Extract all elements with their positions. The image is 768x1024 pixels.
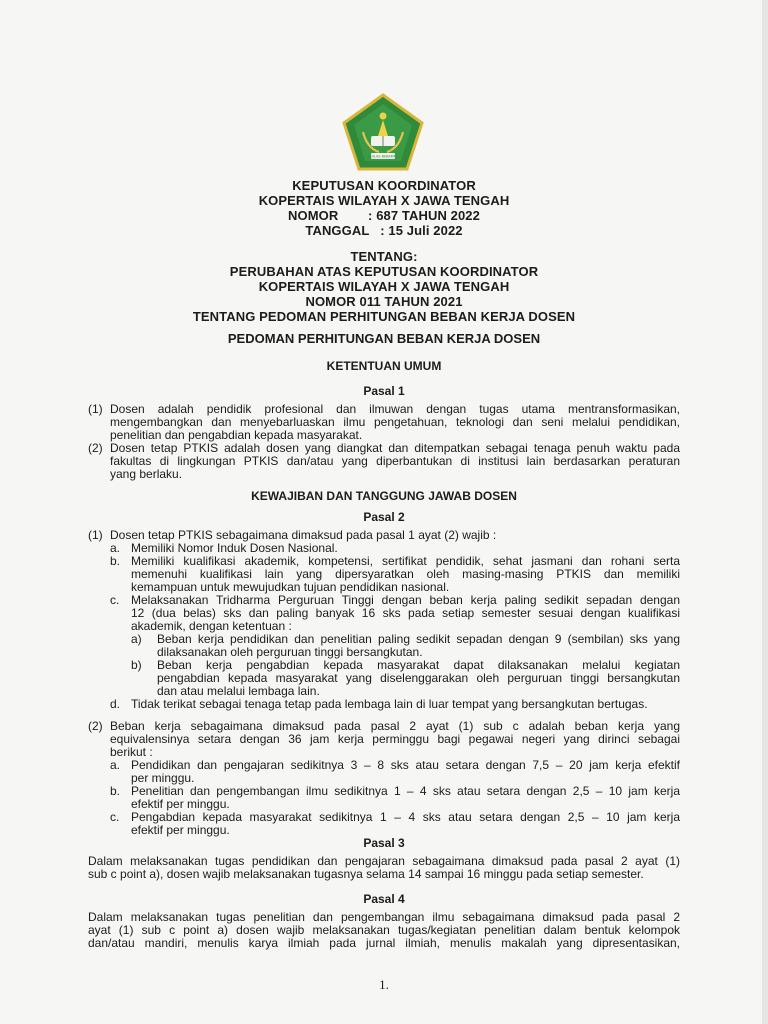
paragraph-line: Beban kerja sebagaimana dimaksud pada pasal 2 ayat (1) sub c adalah beban kerja yang — [110, 719, 680, 733]
logo-motto-text: IKHLAS BERAMAL — [368, 154, 398, 159]
paragraph-line: dan/atau mandiri, menulis karya ilmiah pada jurnal ilmiah, menulis makalah yang dipresentasikan, — [88, 936, 680, 950]
page-edge-shadow — [762, 0, 768, 1024]
paragraph-line: Dosen tetap PTKIS adalah dosen yang diangkat dan ditempatkan sebagai tenaga penuh waktu pada — [110, 441, 680, 455]
subject-line: TENTANG PEDOMAN PERHITUNGAN BEBAN KERJA DOSEN — [192, 309, 576, 324]
sub-sub-item-marker: a) — [131, 632, 142, 646]
document-title: PEDOMAN PERHITUNGAN BEBAN KERJA DOSEN — [227, 331, 541, 346]
header-line: KOPERTAIS WILAYAH X JAWA TENGAH — [258, 193, 510, 208]
header-line: KEPUTUSAN KOORDINATOR — [292, 178, 476, 193]
paragraph-line: Tidak terikat sebagai tenaga tetap pada lembaga lain di luar tempat yang bersangkutan bertugas. — [131, 697, 648, 711]
subject-line: PERUBAHAN ATAS KEPUTUSAN KOORDINATOR — [229, 264, 539, 279]
sub-item-marker: c. — [110, 810, 120, 824]
sub-item-marker: b. — [110, 554, 121, 568]
paragraph-line: ayat (1) sub c point a) dosen wajib melaksanakan tugas/kegiatan penelitian dalam bentuk kelompok — [88, 923, 680, 937]
paragraph-line: dilaksanakan oleh perguruan tinggi bersangkutan. — [157, 645, 423, 659]
pasal-1-heading: Pasal 1 — [363, 384, 405, 398]
decree-header — [0, 178, 768, 238]
paragraph-line: berikut : — [110, 745, 153, 759]
paragraph-line: yang berlaku. — [110, 467, 183, 481]
header-line: TANGGAL : 15 Juli 2022 — [305, 223, 463, 238]
paragraph-line: akademik, dengan ketentuan : — [131, 619, 292, 633]
paragraph-line: Beban kerja pengabdian kepada masyarakat dapat dilaksanakan melalui kegiatan — [157, 658, 680, 672]
subject-line: TENTANG: — [350, 249, 418, 264]
sub-item-marker: a. — [110, 758, 121, 772]
item-marker: (1) — [88, 402, 103, 416]
sub-sub-item-marker: b) — [131, 658, 142, 672]
paragraph-line: per minggu. — [131, 771, 195, 785]
paragraph-line: Penelitian dan pengembangan ilmu sedikitnya 1 – 4 sks atau setara dengan 2,5 – 10 jam kerja — [131, 784, 680, 798]
header-line: NOMOR : 687 TAHUN 2022 — [288, 208, 480, 223]
section-heading-kewajiban: KEWAJIBAN DAN TANGGUNG JAWAB DOSEN — [251, 489, 517, 503]
paragraph-line: pengabdian kepada masyarakat yang diselenggarakan oleh perguruan tinggi bersangkutan — [157, 671, 680, 685]
subject-line: NOMOR 011 TAHUN 2021 — [305, 294, 463, 309]
pasal-4-heading: Pasal 4 — [363, 892, 405, 906]
section-heading-ketentuan-umum: KETENTUAN UMUM — [326, 359, 442, 373]
paragraph-line: penelitian dan pengabdian kepada masyarakat. — [110, 428, 363, 442]
pasal-3-heading: Pasal 3 — [363, 836, 405, 850]
paragraph-line: efektif per minggu. — [131, 823, 230, 837]
paragraph-line: Memiliki kualifikasi akademik, kompetensi, sertifikat pendidik, sehat jasmani dan rohani serta — [131, 554, 680, 568]
paragraph-line: equivalensinya setara dengan 36 jam kerja perminggu bagi pegawai negeri yang dirinci sebagai — [110, 732, 680, 746]
paragraph-line: sub c point a), dosen wajib melaksanakan tugasnya selama 14 sampai 16 minggu pada setiap semester. — [88, 867, 644, 881]
paragraph-line: Melaksanakan Tridharma Perguruan Tinggi dengan beban kerja paling sedikit sepadan dengan — [131, 593, 680, 607]
paragraph-line: fakultas di lingkungan PTKIS dan/atau yang diperbantukan di institusi lain berdasarkan peraturan — [110, 454, 680, 468]
subject-line: KOPERTAIS WILAYAH X JAWA TENGAH — [258, 279, 510, 294]
pasal-2-heading: Pasal 2 — [363, 510, 405, 524]
sub-item-marker: c. — [110, 593, 120, 607]
paragraph-line: Pengabdian kepada masyarakat sedikitnya 1 – 4 sks atau setara dengan 2,5 – 10 jam kerja — [131, 810, 680, 824]
item-marker: (2) — [88, 719, 103, 733]
paragraph-line: efektif per minggu. — [131, 797, 230, 811]
sub-item-marker: d. — [110, 697, 121, 711]
paragraph-line: Memiliki Nomor Induk Dosen Nasional. — [131, 541, 338, 555]
paragraph-line: Beban kerja pendidikan dan penelitian paling sedikit sepadan dengan 9 (sembilan) sks yang — [157, 632, 680, 646]
paragraph-line: dan atau melalui lembaga lain. — [157, 684, 320, 698]
paragraph-line: kemampuan untuk mewujudkan tujuan pendidikan nasional. — [131, 580, 450, 594]
ministry-emblem-logo — [341, 92, 425, 172]
sub-item-marker: b. — [110, 784, 121, 798]
paragraph-line: Dosen adalah pendidik profesional dan ilmuwan dengan tugas utama mentransformasikan, — [110, 402, 680, 416]
paragraph-line: 12 (dua belas) sks dan paling banyak 16 sks pada setiap semester sesuai dengan kualifikasi — [131, 606, 680, 620]
paragraph-line: memenuhi kualifikasi lain yang dipersyaratkan oleh masing-masing PTKIS dan memiliki — [131, 567, 680, 581]
paragraph-line: Pendidikan dan pengajaran sedikitnya 3 – 8 sks atau setara dengan 7,5 – 20 jam kerja efektif — [131, 758, 680, 772]
item-marker: (1) — [88, 528, 103, 542]
page-number: 1. — [379, 977, 389, 992]
decree-subject — [0, 249, 768, 324]
sub-item-marker: a. — [110, 541, 121, 555]
paragraph-line: Dalam melaksanakan tugas pendidikan dan pengajaran sebagaimana dimaksud pada pasal 2 ayat (1) — [88, 854, 680, 868]
paragraph-line: Dosen tetap PTKIS sebagaimana dimaksud pada pasal 1 ayat (2) wajib : — [110, 528, 497, 542]
paragraph-line: mengembangkan dan menyebarluaskan ilmu pengetahuan, teknologi dan seni melalui pendidikan, — [110, 415, 680, 429]
paragraph-line: Dalam melaksanakan tugas penelitian dan pengembangan ilmu sebagaimana dimaksud pada pasal 2 — [88, 910, 680, 924]
item-marker: (2) — [88, 441, 103, 455]
